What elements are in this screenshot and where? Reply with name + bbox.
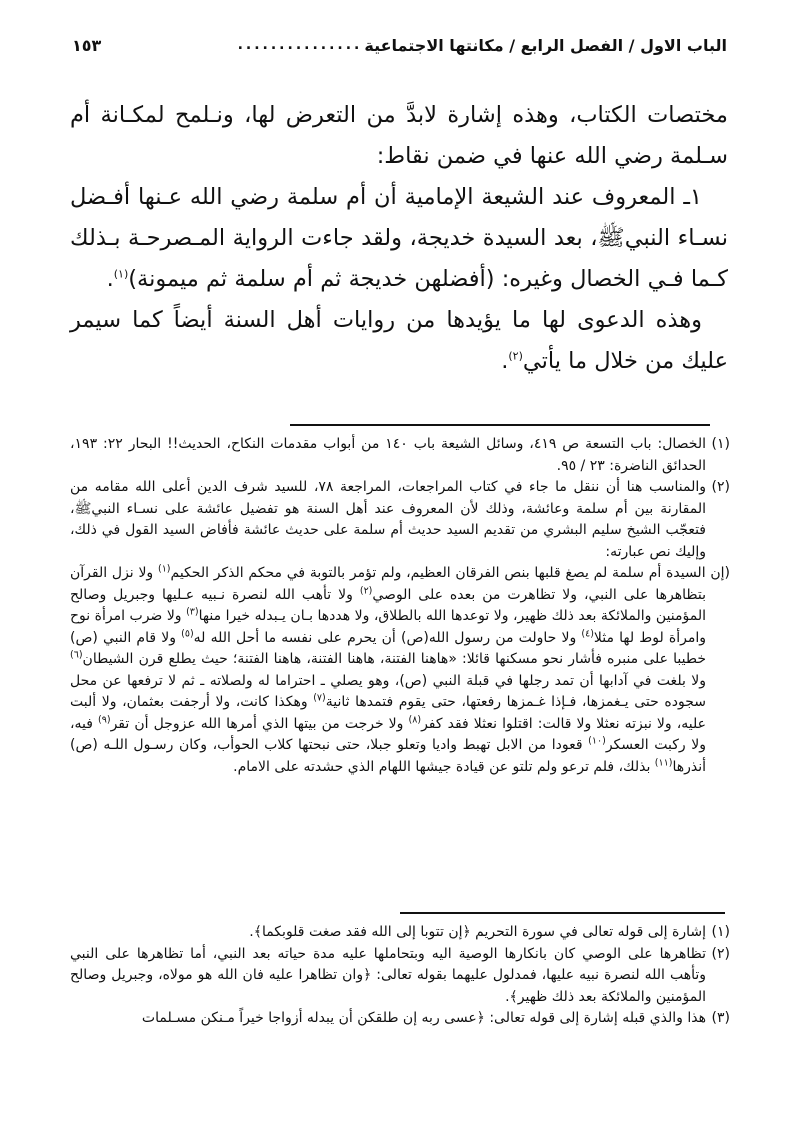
subnote-separator [400,912,725,914]
footnote-number: (٢) [711,479,730,495]
quote-segment: ولا بلغت في آدابها أن تمد رجلها في قبلة النبي (ص)، وهو يصلي ـ احتراما له ولصلاته ـ ثم لا ترفعها عن محل سجوده حتى يـغمزها، فـإذا غـمزها رفعتها، حتى يقوم فتمدها ثانية [70,672,706,710]
subnote-3 [70,1008,730,1030]
subnote-ref-3[interactable]: (٣) [186,606,199,618]
running-head [72,32,727,58]
paragraph-claim-support [70,300,728,382]
footnote-text: الخصال: باب التسعة ص ٤١٩، وسائل الشيعة باب ١٤٠ من أبواب مقدمات النكاح، الحديث!! البحار ٢٢: ١٩٣، الحدائق الناضرة: ٢٣ / ٩٥. [70,436,707,474]
subnote-ref-1[interactable]: (١) [157,563,171,575]
quoted-passage [70,563,730,778]
subnote-ref-5[interactable]: (٥) [181,627,194,639]
quote-segment: قعودا من الابل تهبط واديا وتعلو جبلا، حتى نبحتها كلاب الحوأب، وكان رسـول اللـه (ص) أنذرها [70,737,706,775]
footnote-number: (٣) [711,1010,730,1026]
quote-segment: ولا قام النبي (ص) خطيبا على منبره فأشار نحو مسكنها قائلا: «هاهنا الفتنة، هاهنا الفتنة، هاهنا الفتنة؛ حيث يطلع قرن الشيطان [70,629,706,667]
footnote-separator [290,424,710,426]
leader-dots: ............... [237,37,363,53]
quote-segment: ولا حاولت من رسول الله(ص) أن يحرم على نفسه ما أحل الله له [193,629,582,646]
subnote-1 [70,922,730,944]
page-number: ١٥٣ [72,35,102,55]
punctuation: . [106,266,114,292]
footnote-2 [70,477,730,563]
footnote-text: هذا والذي قبله إشارة إلى قوله تعالى: ﴿عسى ربه إن طلقكن أن يبدله أزواجا خيراً مـنكن مسـلمات [141,1010,706,1026]
chapter-breadcrumb: الباب الاول / الفصل الرابع / مكانتها الاجتماعية [364,35,727,55]
subnote-ref-10[interactable]: (١٠) [588,735,606,747]
paragraph-text: ١ـ المعروف عند الشيعة الإمامية أن أم سلمة رضي الله عـنها أفـضل نسـاء النبيﷺ، بعد السيدة خديجة، ولقد جاءت الرواية المـصرحـة بـذلك كـما فـي الخصال وغيره: (أفضلهن خديجة ثم أم سلمة ثم ميمونة) [70,184,728,292]
paragraph-intro: مختصات الكتاب، وهذه إشارة لابدَّ من التعرض لها، ونـلمح لمكـانة أم سـلمة رضي الله عنها في ضمن نقاط: [70,102,728,169]
subnote-ref-9[interactable]: (٩) [98,713,111,725]
subnote-ref-7[interactable]: (٧) [313,692,326,704]
quote-segment: وهكذا كانت، ولا أرجفت بعثمان، ولا ألبت عليه، ولا نبزته نعثلا ولا قالت: اقتلوا نعثلا فقد كفر [70,694,706,732]
quote-segment: ولا تأهب الله لنصرة نـبيه عـليها وجبريل وصالح المؤمنين والملائكة بعد ذلك ظهير، ولا توعدها الله بالطلاق، ولا هددها بـان يـبدله خيرا منها [70,586,707,624]
quote-segment: بذلك، فلم ترعو ولم تلتو عن قيادة جيشها اللهام الذي حشدته على الامام. [233,758,655,775]
footnote-number: (٢) [711,945,730,962]
footnote-ref-1[interactable]: (١) [113,267,129,281]
footnote-number: (١) [711,436,731,452]
subnote-2 [70,944,730,1009]
subnote-ref-11[interactable]: (١١) [654,756,673,768]
subnote-ref-6[interactable]: (٦) [70,649,83,661]
footnote-number: (١) [711,924,730,940]
footnotes-secondary [70,922,730,1030]
subnote-ref-2[interactable]: (٢) [359,584,373,596]
punctuation: . [501,348,509,374]
paragraph-text: وهذه الدعوى لها ما يؤيدها من روايات أهل السنة أيضاً كما سيمر عليك من خلال ما يأتي [70,307,728,374]
body-text [70,95,728,382]
footnote-text: تظاهرها على الوصي كان بانكارها الوصية اليه وبتحاملها عليه مدة حياته بعد النبي، أما تظاهرها على النبي وتأهب الله لنصرة نبيه عليها، فمدلول عليهما بقوله تعالى: ﴿وان تظاهرا عليه فان الله هو مولاه، وجبريل وصالح المؤمنين والملائكة بعد ذلك ظهير﴾. [70,945,706,1005]
footnotes-primary [70,434,730,778]
quote-segment: ولا خرجت من بيتها الذي أمرها الله عزوجل أن تقر [110,715,409,732]
quote-segment: فيه، ولا ركبت العسكر [70,715,706,753]
footnote-text: إشارة إلى قوله تعالى في سورة التحريم ﴿إن تتوبا إلى الله فقد صغت قلوبكما﴾. [249,924,706,940]
paragraph-point-1 [70,177,728,300]
subnote-ref-4[interactable]: (٤) [581,627,594,639]
footnote-ref-2[interactable]: (٢) [508,349,523,363]
footnote-text: والمناسب هنا أن ننقل ما جاء في كتاب المراجعات، المراجعة ٧٨، للسيد شرف الدين أعلى الله مقامه من المقارنة بين أم سلمة وعائشة، وذلك لأن المعروف عند أهل السنة هو تفضيل عائشة على نسـاء النبيﷺ، فتعجّب الشيخ سليم البشري من تقديم السيد حديث أم سلمة على حديث عائشة فأفاض السيد القول في ذلك، وإليك نص عبارته: [70,479,706,560]
quote-segment: ولا ضرب امرأة نوح وامرأة لوط لها مثلا [70,608,706,646]
footnote-1 [70,434,730,477]
quote-segment: ولا نزل القرآن بتظاهرها على النبي، ولا تظاهرت من بعده على الوصي [70,565,706,603]
quote-segment: (إن السيدة أم سلمة لم يصغ قلبها بنص الفرقان العظيم، ولم تؤمر بالتوبة في محكم الذكر الحكيم [170,565,730,581]
subnote-ref-8[interactable]: (٨) [408,713,422,725]
